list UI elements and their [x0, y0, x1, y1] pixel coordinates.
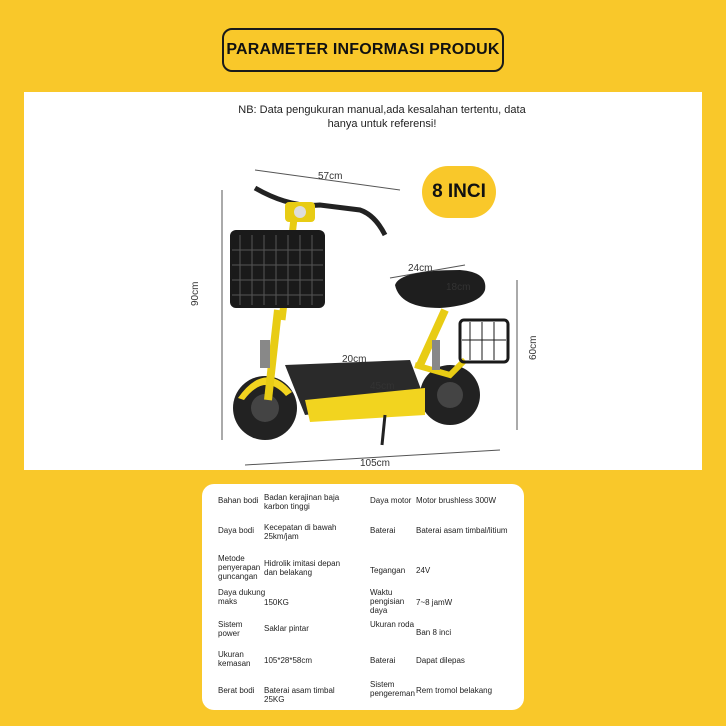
spec-value: 105*28*58cm: [264, 656, 313, 665]
spec-key: Sistem power: [218, 620, 243, 638]
kickstand: [382, 415, 385, 445]
spec-key: Baterai: [370, 526, 396, 535]
dim-label-deck-width: 20cm: [342, 354, 367, 365]
spec-key: Baterai: [370, 656, 396, 665]
wheel-size-label: 8 INCI: [432, 181, 486, 202]
spec-key: Berat bodi: [218, 686, 255, 695]
rear-shock: [432, 340, 440, 370]
spec-value: Hidrolik imitasi depan dan belakang: [264, 559, 341, 577]
scooter-illustration: [210, 160, 530, 470]
spec-value: Baterai asam timbal/litium: [416, 526, 508, 535]
spec-value: Badan kerajinan baja karbon tinggi: [264, 493, 340, 511]
page-title: PARAMETER INFORMASI PRODUK: [226, 41, 500, 58]
spec-value: Saklar pintar: [264, 624, 309, 633]
spec-row: [202, 493, 524, 526]
front-basket: [230, 230, 325, 308]
spec-row: [202, 650, 524, 680]
spec-key: Tegangan: [370, 566, 406, 575]
spec-key: Bahan bodi: [218, 496, 259, 505]
spec-value: 7~8 jamW: [416, 598, 453, 607]
spec-key: Sistem pengereman: [370, 680, 415, 698]
dim-label-seat-height: 60cm: [528, 335, 539, 360]
spec-row: [202, 588, 524, 618]
dim-label-width: 57cm: [318, 171, 343, 182]
spec-value: 150KG: [264, 598, 289, 607]
dim-label-deck-length: 45cm: [370, 381, 395, 392]
spec-value: Rem tromol belakang: [416, 686, 493, 695]
headlight: [294, 206, 306, 218]
dim-label-seat-width: 24cm: [408, 263, 433, 274]
seat: [395, 270, 485, 308]
spec-value: Ban 8 inci: [416, 628, 452, 637]
spec-value: Kecepatan di bawah 25km/jam: [264, 523, 337, 541]
spec-row: [202, 680, 524, 710]
measurement-note: NB: Data pengukuran manual,ada kesalahan tertentu, data hanya untuk referensi!: [238, 104, 526, 130]
spec-key: Ukuran roda: [370, 620, 415, 629]
title-banner: [222, 28, 504, 72]
spec-value: 24V: [416, 566, 431, 575]
spec-value: Baterai asam timbal 25KG: [264, 686, 335, 704]
spec-key: Daya dukung maks: [218, 588, 266, 606]
rear-basket: [460, 320, 508, 362]
spec-value: Motor brushless 300W: [416, 496, 497, 505]
dim-label-length: 105cm: [360, 458, 391, 469]
spec-key: Ukuran kemasan: [218, 650, 251, 668]
dim-label-seat-depth: 18cm: [446, 282, 471, 293]
spec-key: Daya bodi: [218, 526, 255, 535]
spec-table: [202, 484, 524, 710]
spec-row: [202, 620, 524, 650]
handlebar: [255, 188, 385, 235]
spec-row: [202, 523, 524, 556]
spec-key: Daya motor: [370, 496, 412, 505]
spec-value: Dapat dilepas: [416, 656, 465, 665]
spec-key: Metode penyerapan guncangan: [218, 554, 261, 581]
dim-label-height: 90cm: [190, 281, 201, 306]
spec-row: [202, 556, 524, 586]
spec-key: Waktu pengisian daya: [370, 588, 405, 615]
front-shock: [260, 340, 270, 368]
